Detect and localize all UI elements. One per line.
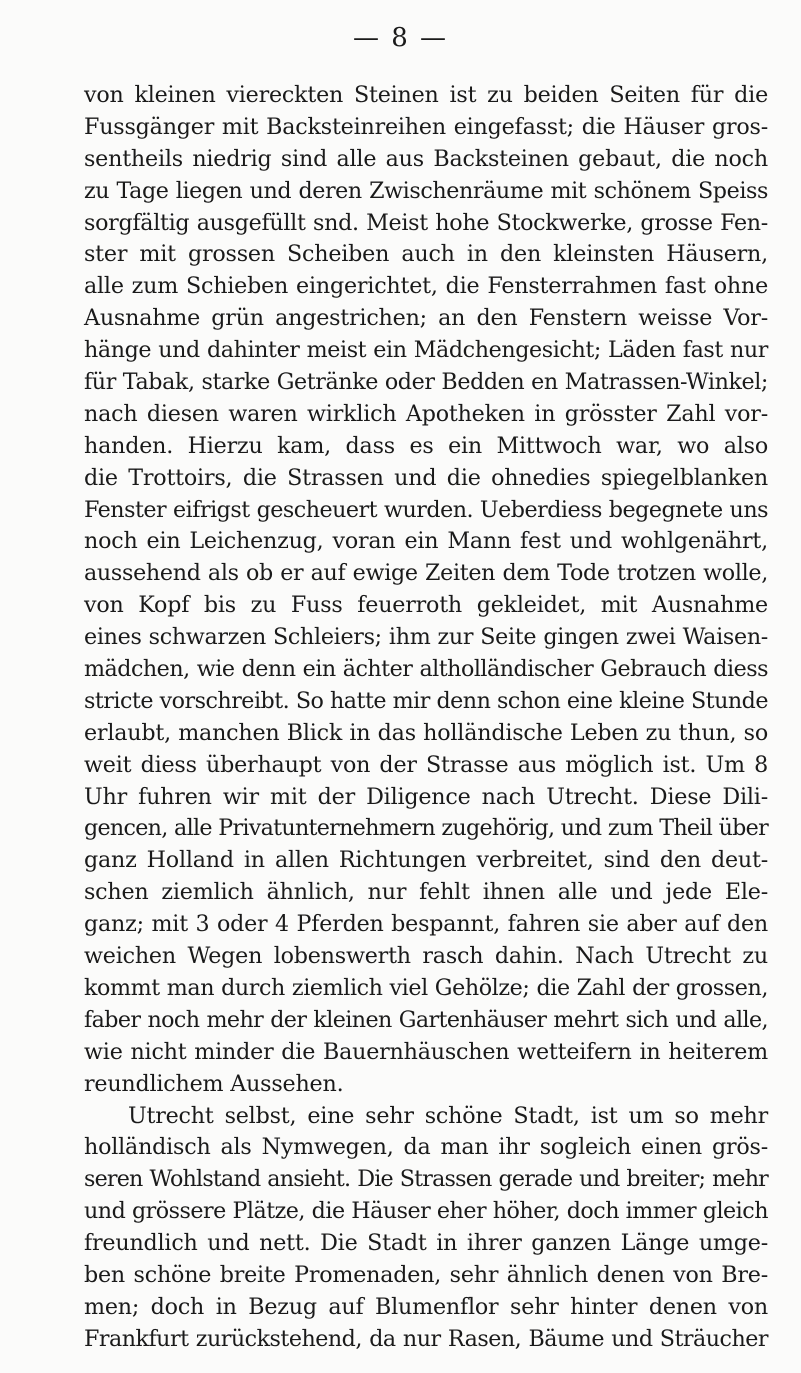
text-line: ganz Holland in allen Richtungen verbreitet, sind den deut-: [84, 847, 768, 874]
text-line: seren Wohlstand ansieht. Die Strassen gerade und breiter; mehr: [84, 1166, 768, 1193]
text-line: Uhr fuhren wir mit der Diligence nach Utrecht. Diese Dili-: [84, 783, 768, 810]
text-line: von Kopf bis zu Fuss feuerroth gekleidet, mit Ausnahme: [84, 592, 768, 619]
page-number: — 8 —: [352, 23, 449, 53]
text-line: für Tabak, starke Getränke oder Bedden en Matrassen-Winkel;: [84, 369, 768, 396]
text-line: faber noch mehr der kleinen Gartenhäuser mehrt sich und alle,: [84, 1006, 768, 1033]
text-line: Frankfurt zurückstehend, da nur Rasen, Bäume und Sträucher: [84, 1325, 768, 1352]
text-line: weit diess überhaupt von der Strasse aus möglich ist. Um 8: [84, 751, 768, 778]
text-line: und grössere Plätze, die Häuser eher höher, doch immer gleich: [84, 1198, 768, 1225]
text-line: sorgfältig ausgefüllt snd. Meist hohe Stockwerke, grosse Fen-: [84, 209, 768, 236]
text-line: alle zum Schieben eingerichtet, die Fensterrahmen fast ohne: [84, 273, 768, 300]
text-line: men; doch in Bezug auf Blumenflor sehr hinter denen von: [84, 1293, 768, 1320]
text-line: wie nicht minder die Bauernhäuschen wetteifern in heiterem: [84, 1038, 768, 1065]
text-line: weichen Wegen lobenswerth rasch dahin. Nach Utrecht zu: [84, 943, 768, 970]
text-line: ster mit grossen Scheiben auch in den kleinsten Häusern,: [84, 241, 768, 268]
text-line: Fenster eifrigst gescheuert wurden. Ueberdiess begegnete uns: [84, 496, 768, 523]
text-line: Fussgänger mit Backsteinreihen eingefasst; die Häuser gros-: [84, 113, 768, 140]
text-line: zu Tage liegen und deren Zwischenräume mit schönem Speiss: [84, 177, 768, 204]
text-line: von kleinen viereckten Steinen ist zu beiden Seiten für die: [84, 82, 768, 108]
text-line: schen ziemlich ähnlich, nur fehlt ihnen alle und jede Ele-: [84, 879, 768, 906]
text-line-paragraph-end: reundlichem Aussehen.: [84, 1070, 344, 1097]
text-line-paragraph-start: Utrecht selbst, eine sehr schöne Stadt, ist um so mehr: [128, 1102, 768, 1129]
text-line: holländisch als Nymwegen, da man ihr sogleich einen grös-: [84, 1134, 768, 1161]
text-line: hänge und dahinter meist ein Mädchengesicht; Läden fast nur: [84, 337, 768, 364]
text-line: mädchen, wie denn ein ächter altholländischer Gebrauch diess: [84, 656, 768, 683]
text-line: nach diesen waren wirklich Apotheken in grösster Zahl vor-: [84, 400, 768, 427]
text-line: Ausnahme grün angestrichen; an den Fenstern weisse Vor-: [84, 305, 768, 332]
text-line: ganz; mit 3 oder 4 Pferden bespannt, fahren sie aber auf den: [84, 911, 768, 938]
body-text: [84, 80, 768, 1356]
text-line: handen. Hierzu kam, dass es ein Mittwoch war, wo also: [84, 432, 768, 459]
text-line: die Trottoirs, die Strassen und die ohnedies spiegelblanken: [84, 464, 768, 491]
text-line: gencen, alle Privatunternehmern zugehörig, und zum Theil über: [84, 815, 768, 842]
text-line: ben schöne breite Promenaden, sehr ähnlich denen von Bre-: [84, 1261, 768, 1288]
text-line: noch ein Leichenzug, voran ein Mann fest und wohlgenährt,: [84, 528, 768, 555]
text-line: freundlich und nett. Die Stadt in ihrer ganzen Länge umge-: [84, 1230, 768, 1257]
text-line: aussehend als ob er auf ewige Zeiten dem Tode trotzen wolle,: [84, 560, 768, 587]
text-line: sentheils niedrig sind alle aus Backsteinen gebaut, die noch: [84, 145, 768, 172]
text-line: stricte vorschreibt. So hatte mir denn schon eine kleine Stunde: [84, 687, 768, 714]
text-line: kommt man durch ziemlich viel Gehölze; die Zahl der grossen,: [84, 974, 768, 1001]
text-line: eines schwarzen Schleiers; ihm zur Seite gingen zwei Waisen-: [84, 624, 768, 651]
text-line: erlaubt, manchen Blick in das holländische Leben zu thun, so: [84, 719, 768, 746]
